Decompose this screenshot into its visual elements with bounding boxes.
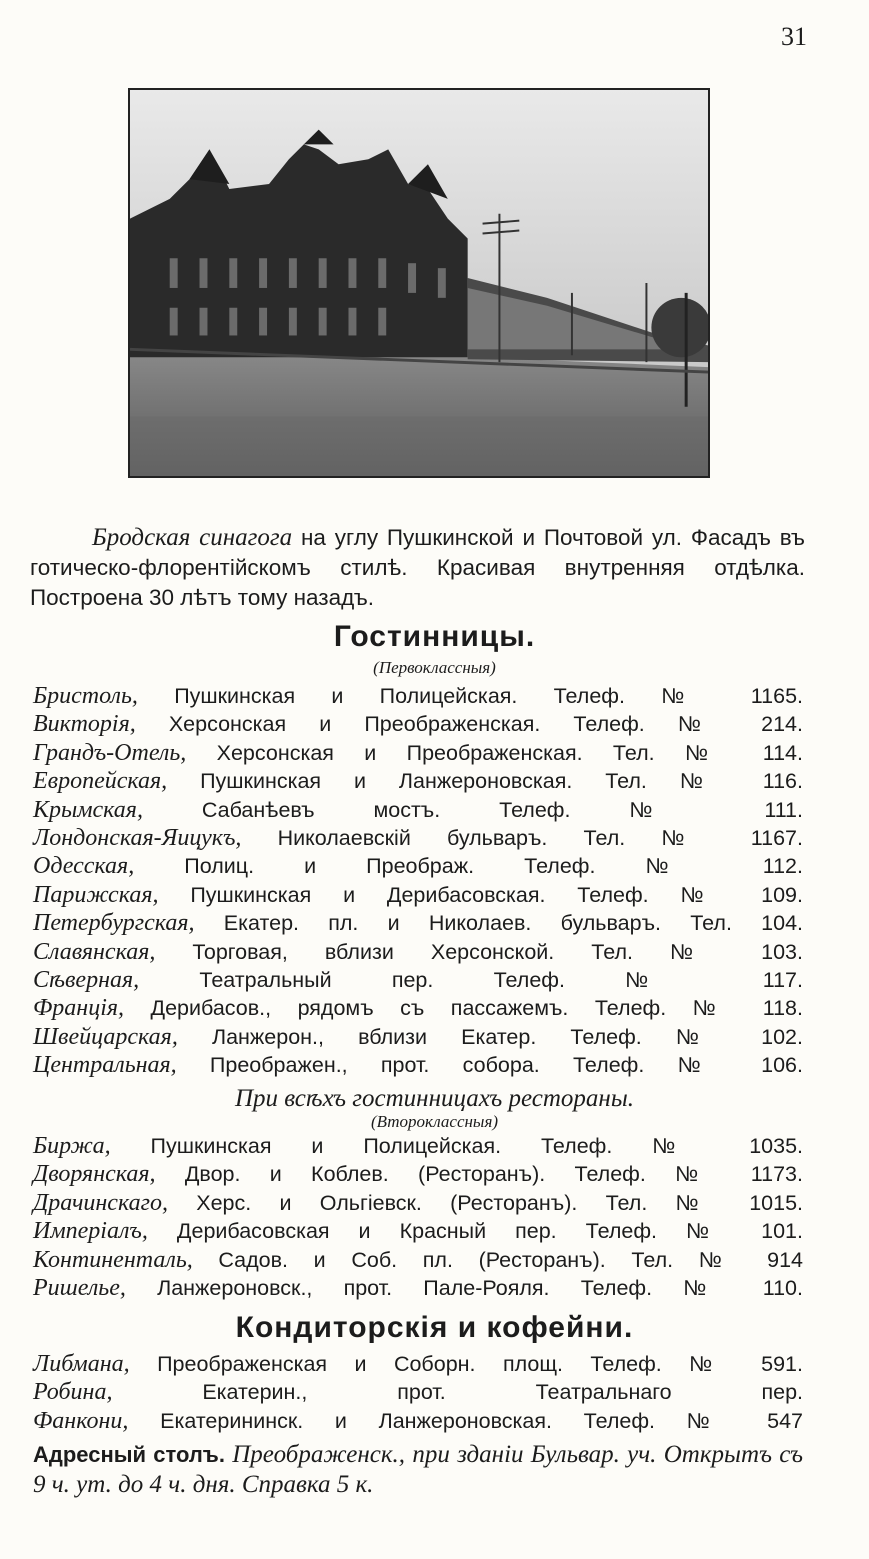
- entry-name: Викторiя,: [33, 711, 136, 738]
- second-class-label: (Второклассныя): [370, 1112, 499, 1131]
- entry-name: Петербургская,: [33, 910, 195, 937]
- list-item: [33, 1407, 803, 1435]
- entry-details: Екатер. пл. и Николаев. бульваръ. Тел. 104.: [223, 911, 804, 936]
- entry-details: Екатерин., прот. Театральнаго пер.: [202, 1380, 803, 1405]
- entry-name: Славянская,: [33, 938, 156, 965]
- photo-caption: [30, 523, 805, 613]
- list-item: [33, 966, 803, 994]
- entry-name: Лондонская-Яицукъ,: [33, 824, 242, 851]
- entry-details: Ланжероновск., прот. Пале-Рояля. Телеф. № 110.: [157, 1275, 803, 1300]
- list-item: [33, 1023, 803, 1051]
- list-item: [33, 682, 803, 710]
- entry-details: Сабанѣевъ мостъ. Телеф. № 111.: [201, 797, 803, 822]
- list-item: [33, 909, 803, 937]
- entry-details: Полиц. и Преображ. Телеф. № 112.: [184, 854, 803, 879]
- entry-details: Ланжерон., вблизи Екатер. Телеф. № 102.: [211, 1024, 803, 1049]
- address-desk: [33, 1440, 803, 1500]
- second-class-hotel-list: [33, 1132, 803, 1302]
- entry-name: Ришелье,: [33, 1274, 126, 1301]
- list-item: [33, 1378, 803, 1406]
- entry-name: Грандъ-Отель,: [33, 739, 187, 766]
- first-class-label: (Первоклассныя): [373, 658, 496, 677]
- list-item: [33, 994, 803, 1022]
- entry-details: Театральный пер. Телеф. № 117.: [199, 967, 803, 992]
- entry-name: Сѣверная,: [33, 966, 140, 993]
- list-item: [33, 739, 803, 767]
- entry-details: Дерибасовская и Красный пер. Телеф. № 101.: [176, 1219, 803, 1244]
- list-item: [33, 1051, 803, 1079]
- entry-name: Бристоль,: [33, 683, 138, 709]
- entry-name: Фанкони,: [33, 1407, 129, 1434]
- photo-synagogue-street: [128, 88, 710, 478]
- list-item: [33, 881, 803, 909]
- photo-illustration: [130, 90, 708, 476]
- entry-name: Крымская,: [33, 796, 143, 823]
- entry-name: Робина,: [33, 1379, 113, 1406]
- list-item: [33, 1189, 803, 1217]
- list-item: [33, 796, 803, 824]
- entry-name: Швейцарская,: [33, 1023, 178, 1050]
- entry-details: Екатерининск. и Ланжероновская. Телеф. № 547: [160, 1408, 803, 1433]
- list-item: [33, 767, 803, 795]
- entry-details: Пушкинская и Полицейская. Телеф. № 1035.: [150, 1134, 804, 1158]
- restaurants-note: При всѣхъ гостинницахъ рестораны.: [234, 1085, 634, 1112]
- entry-details: Преображенская и Соборн. площ. Телеф. № 591.: [157, 1352, 803, 1376]
- entry-name: Имперiалъ,: [33, 1218, 148, 1245]
- entry-details: Дерибасов., рядомъ съ пассажемъ. Телеф. № 118.: [150, 996, 803, 1021]
- entry-name: Дворянская,: [33, 1161, 156, 1188]
- first-class-hotel-list: [33, 682, 803, 1079]
- cafe-list: [33, 1350, 803, 1435]
- entry-details: Садов. и Соб. пл. (Ресторанъ). Тел. № 914: [218, 1247, 803, 1272]
- entry-name: Биржа,: [33, 1133, 111, 1159]
- entry-details: Пушкинская и Дерибасовская. Телеф. № 109.: [190, 882, 803, 907]
- list-item: [33, 1217, 803, 1245]
- entry-details: Пушкинская и Ланжероновская. Тел. № 116.: [200, 769, 803, 794]
- entry-name: Францiя,: [33, 995, 125, 1022]
- address-desk-label: Адресный столъ.: [33, 1442, 225, 1467]
- entry-name: Центральная,: [33, 1052, 177, 1079]
- caption-name: Бродская синагога: [92, 524, 293, 551]
- list-item: [33, 1350, 803, 1378]
- entry-details: Николаевскiй бульваръ. Тел. № 1167.: [277, 825, 803, 850]
- caption-text: на углу Пушкинской и Почтовой ул. Фасадъ въ готическо-флорентiйскомъ стилѣ. Красивая внутренняя отдѣлка. Построена 30 лѣтъ тому назадъ.: [30, 525, 805, 610]
- entry-name: Либмана,: [33, 1351, 130, 1377]
- hotels-title: Гостинницы.: [333, 620, 536, 653]
- list-item: [33, 852, 803, 880]
- entry-details: Херс. и Ольгiевск. (Ресторанъ). Тел. № 1015.: [196, 1190, 803, 1215]
- entry-name: Одесская,: [33, 853, 135, 880]
- cafes-title: Кондиторскiя и кофейни.: [235, 1311, 634, 1344]
- entry-name: Драчинскаго,: [33, 1189, 168, 1216]
- entry-name: Парижская,: [33, 881, 159, 908]
- list-item: [33, 1274, 803, 1302]
- list-item: [33, 1132, 803, 1160]
- entry-name: Континенталь,: [33, 1246, 193, 1273]
- list-item: [33, 824, 803, 852]
- entry-details: Двор. и Коблев. (Ресторанъ). Телеф. № 1173.: [184, 1162, 803, 1187]
- entry-details: Преображен., прот. собора. Телеф. № 106.: [209, 1053, 803, 1078]
- entry-name: Европейская,: [33, 768, 168, 795]
- list-item: [33, 1246, 803, 1274]
- entry-details: Херсонская и Преображенская. Тел. № 114.: [216, 740, 803, 765]
- list-item: [33, 938, 803, 966]
- page-number: 31: [781, 22, 807, 51]
- address-desk-text: Преображенск., при зданiи Бульвар. уч. Открытъ съ 9 ч. ут. до 4 ч. дня. Справка 5 к.: [33, 1441, 804, 1498]
- entry-details: Торговая, вблизи Херсонской. Тел. № 103.: [192, 939, 803, 964]
- entry-details: Пушкинская и Полицейская. Телеф. № 1165.: [174, 684, 803, 708]
- entry-details: Херсонская и Преображенская. Телеф. № 214.: [168, 712, 803, 737]
- list-item: [33, 710, 803, 738]
- list-item: [33, 1160, 803, 1188]
